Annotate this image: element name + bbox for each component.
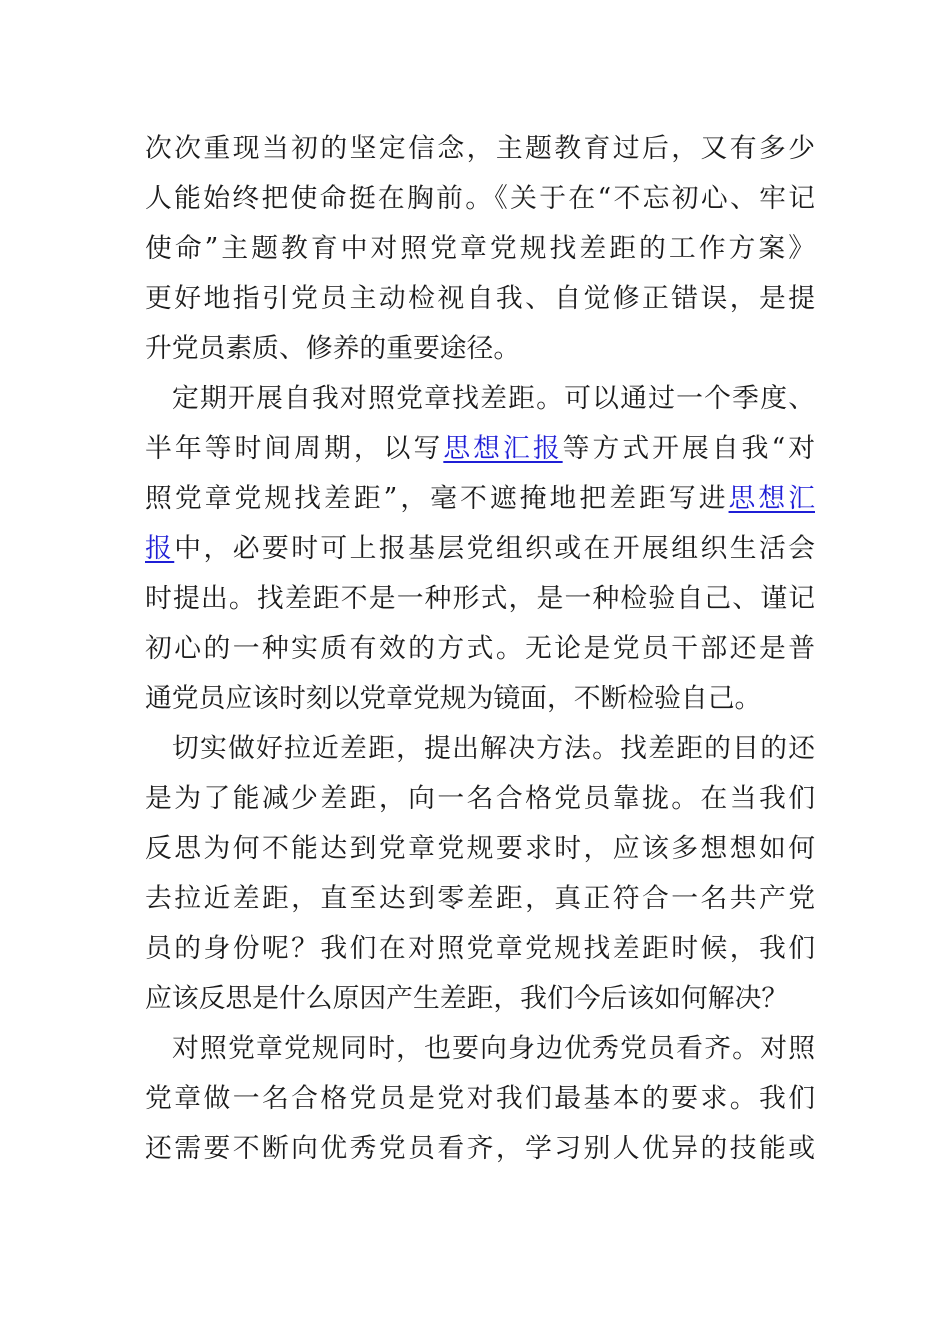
sixiang-huibao-link[interactable]: 思想汇报 bbox=[443, 433, 563, 464]
text-line: 时提出。找差距不是一种形式，是一种检验自己、谨记 bbox=[145, 583, 815, 614]
text-line: 是为了能减少差距，向一名合格党员靠拢。在当我们 bbox=[145, 783, 815, 814]
text-line: 初心的一种实质有效的方式。无论是党员干部还是普 bbox=[145, 633, 815, 664]
paragraph-2 bbox=[145, 374, 815, 724]
text-line: 使命”主题教育中对照党章党规找差距的工作方案》 bbox=[145, 233, 815, 264]
paragraph-3 bbox=[145, 724, 815, 1024]
paragraph-4 bbox=[145, 1024, 815, 1174]
text-line: 报中，必要时可上报基层党组织或在开展组织生活会 bbox=[145, 533, 815, 564]
text-line: 照党章党规找差距”，毫不遮掩地把差距写进思想汇 bbox=[145, 483, 815, 514]
text-line: 去拉近差距，直至达到零差距，真正符合一名共产党 bbox=[145, 883, 815, 914]
sixiang-huibao-link-part2[interactable]: 报 bbox=[145, 533, 175, 564]
text-line: 更好地指引党员主动检视自我、自觉修正错误，是提 bbox=[145, 283, 815, 314]
text-line: 次次重现当初的坚定信念，主题教育过后，又有多少 bbox=[145, 133, 815, 164]
text-line: 党章做一名合格党员是党对我们最基本的要求。我们 bbox=[145, 1083, 815, 1114]
document-page bbox=[145, 124, 815, 1174]
text-line: 员的身份呢？我们在对照党章党规找差距时候，我们 bbox=[145, 933, 815, 964]
text-line: 还需要不断向优秀党员看齐，学习别人优异的技能或 bbox=[145, 1133, 815, 1164]
text-line: 半年等时间周期，以写思想汇报等方式开展自我“对 bbox=[145, 433, 815, 464]
text-line: 通党员应该时刻以党章党规为镜面，不断检验自己。 bbox=[145, 683, 762, 714]
text-line: 对照党章党规同时，也要向身边优秀党员看齐。对照 bbox=[172, 1033, 815, 1064]
text-line: 应该反思是什么原因产生差距，我们今后该如何解决？ bbox=[145, 983, 789, 1014]
text-line: 定期开展自我对照党章找差距。可以通过一个季度、 bbox=[172, 383, 815, 414]
text-line: 人能始终把使命挺在胸前。《关于在“不忘初心、牢记 bbox=[145, 183, 815, 214]
sixiang-huibao-link-part1[interactable]: 思想汇 bbox=[728, 483, 815, 514]
text-line: 反思为何不能达到党章党规要求时，应该多想想如何 bbox=[145, 833, 815, 864]
text-line: 切实做好拉近差距，提出解决方法。找差距的目的还 bbox=[172, 733, 815, 764]
text-line: 升党员素质、修养的重要途径。 bbox=[145, 333, 521, 364]
paragraph-1 bbox=[145, 124, 815, 374]
